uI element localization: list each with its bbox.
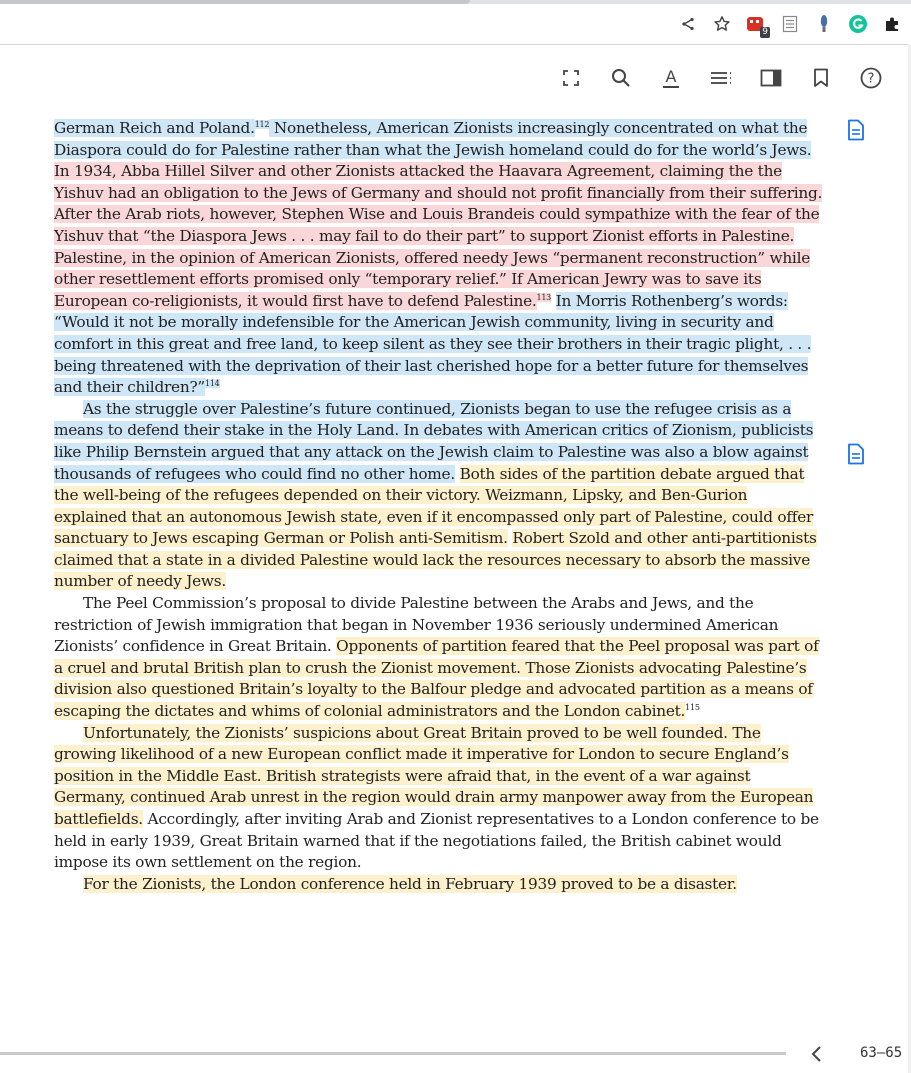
paragraph	[54, 593, 824, 723]
extension-badge: 9	[762, 27, 768, 37]
active-tab-edge[interactable]	[0, 0, 470, 4]
previous-page-button[interactable]	[806, 1043, 828, 1065]
paragraph	[54, 874, 824, 896]
text-format-icon[interactable]	[657, 64, 685, 92]
text-run	[551, 292, 556, 310]
note-icon[interactable]	[847, 119, 867, 141]
paragraph	[54, 118, 824, 399]
note-icon[interactable]	[847, 443, 867, 465]
footnote-ref[interactable]: 113	[536, 292, 552, 302]
lamp-icon[interactable]	[813, 13, 835, 35]
grammarly-icon[interactable]	[847, 13, 869, 35]
highlight-blue[interactable]: German Reich and Poland.	[54, 119, 255, 137]
paragraph	[54, 399, 824, 593]
text-run	[455, 465, 460, 483]
puzzle-icon[interactable]	[881, 13, 903, 35]
highlight-yellow[interactable]: Robert Szold and other anti-partitionists claimed that a state in a divided Palestine would lack the resources necessary to absorb the massive number of needy Jews.	[54, 529, 817, 591]
footnote-ref[interactable]: 114	[204, 379, 220, 389]
footnote-ref[interactable]: 112	[254, 119, 270, 129]
search-icon[interactable]	[607, 64, 635, 92]
highlight-red[interactable]: In 1934, Abba Hillel Silver and other Zionists attacked the Haavara Agreement, claiming the the Yishuv had an obligation to the Jews of Germany and should not profit financially from their suffering. After the Arab riots, however, Stephen Wise and Louis Brandeis could sympathize with the fear of the Yishuv that “the Diaspora Jews . . . may fail to do their part” to support Zionist efforts in Palestine. Palestine, in the opinion of American Zionists, offered needy Jews “permanent reconstruction” while other resettlement efforts promised only “temporary relief.” If American Jewry was to save its European co-religionists, it would first have to defend Palestine.	[54, 162, 823, 310]
text-run: Accordingly, after inviting Arab and Zionist representatives to a London conference to be held in early 1939, Great Britain warned that if the negotiations failed, the British cabinet would impose its own settlement on the region.	[54, 810, 819, 872]
highlight-yellow[interactable]: For the Zionists, the London conference held in February 1939 proved to be a disaster.	[83, 874, 737, 893]
bookmark-icon[interactable]	[807, 64, 835, 92]
highlight-yellow[interactable]: Opponents of partition feared that the Peel proposal was part of a cruel and brutal British plan to crush the Zionist movement. Those Zionists advocating Palestine’s division also questioned Britain’s loyalty to the Balfour pledge and advocated partition as a means of escaping the dictates and whims of colonial administrators and the London cabinet.	[54, 637, 819, 721]
extension-red-icon[interactable]	[745, 13, 767, 35]
help-icon[interactable]	[857, 64, 885, 92]
reader-mode-icon[interactable]	[779, 13, 801, 35]
footnote-ref[interactable]: 115	[685, 702, 700, 712]
text-align-icon[interactable]	[707, 64, 735, 92]
svg-text:A: A	[665, 67, 677, 86]
highlight-blue[interactable]: As the struggle over Palestine’s future continued, Zionists began to use the refugee crisis as a means to defend their stake in the Holy Land. In debates with American critics of Zionism, publicists like Philip Bernstein argued that any attack on the Jewish claim to Palestine was also a blow against thousands of refugees who could find no other home.	[54, 399, 814, 483]
share-icon[interactable]	[677, 13, 699, 35]
svg-text:?: ?	[867, 71, 875, 87]
browser-toolbar	[0, 0, 911, 44]
text-run: The Peel Commission’s proposal to divide Palestine between the Arabs and Jews, and the restriction of Jewish immigration that began in November 1936 seriously undermined American Zionists’ confidence in Great Britain.	[54, 594, 779, 656]
highlight-blue[interactable]: Nonetheless, American Zionists increasingly concentrated on what the Diaspora could do for Palestine rather than what the Jewish homeland could do for the world’s Jews.	[54, 119, 812, 159]
star-icon[interactable]	[711, 13, 733, 35]
sidebar-icon[interactable]	[757, 64, 785, 92]
page-indicator: 63–65	[860, 1045, 903, 1061]
highlight-blue[interactable]: In Morris Rothenberg’s words: “Would it not be morally indefensible for the American Jewish community, living in security and comfort in this great and free land, to keep silent as they see their brothers in their tragic plight, . . . being threatened with the deprivation of their last cherished hope for a better future for themselves and their children?”	[54, 291, 812, 397]
highlight-yellow[interactable]: Both sides of the partition debate argued that the well-being of the refugees depended on their victory. Weizmann, Lipsky, and Ben-Gurion explained that an autonomous Jewish state, even if it encompassed only part of Palestine, could offer sanctuary to Jews escaping German or Polish anti-Semitism.	[54, 464, 814, 548]
highlight-yellow[interactable]: Unfortunately, the Zionists’ suspicions about Great Britain proved to be well founded. The growing likelihood of a new European conflict made it imperative for London to secure England’s position in the Middle East. British strategists were afraid that, in the event of a war against Germany, continued Arab unrest in the region would drain army manpower away from the European battlefields.	[54, 723, 814, 828]
toolbar-divider	[0, 44, 911, 45]
extension-area	[677, 10, 903, 38]
reader-toolbar	[557, 62, 885, 94]
fullscreen-icon[interactable]	[557, 64, 585, 92]
reader-page	[54, 118, 824, 895]
paragraph	[54, 723, 824, 874]
progress-bar[interactable]	[0, 1052, 786, 1055]
